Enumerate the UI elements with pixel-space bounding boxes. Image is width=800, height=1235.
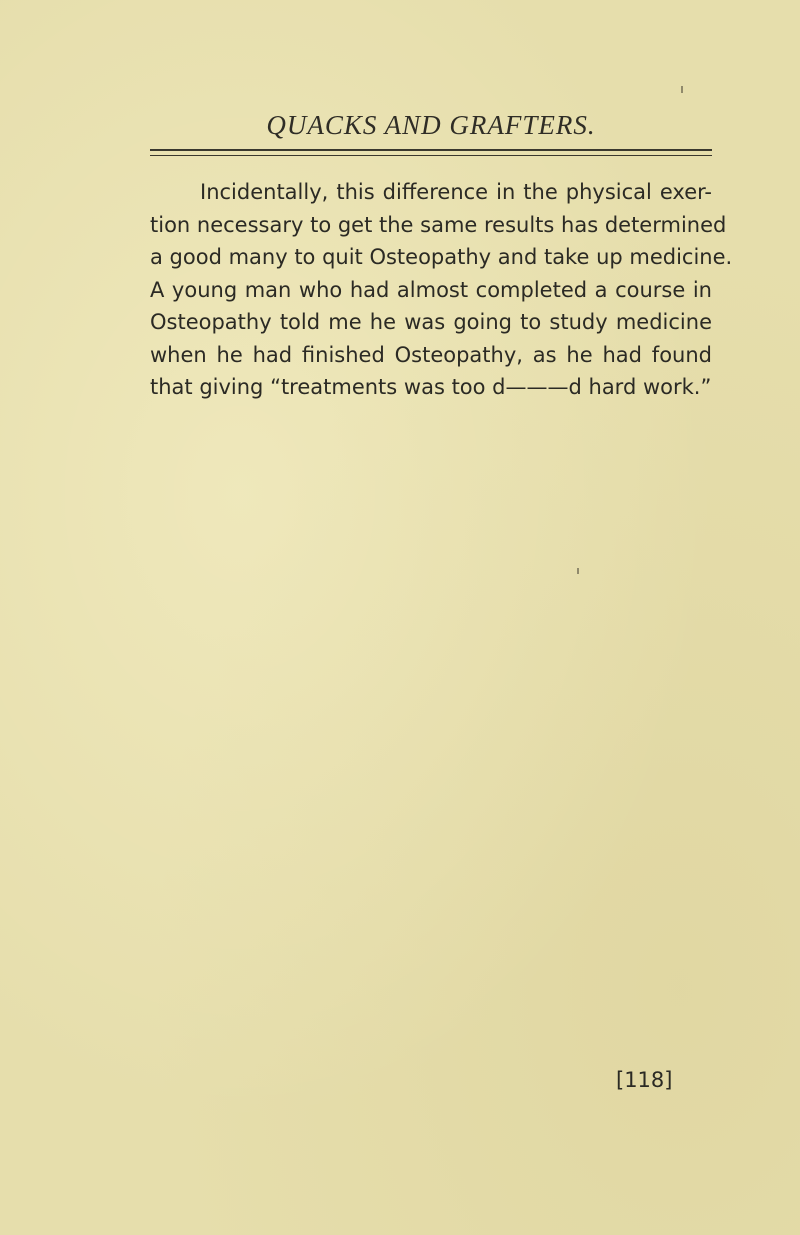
paragraph-line: a good many to quit Osteopathy and take up medicine. (150, 245, 733, 269)
running-head: QUACKS AND GRAFTERS. (266, 110, 596, 140)
paragraph-line: tion necessary to get the same results has determined (150, 212, 727, 237)
page-number: [118] (616, 1068, 673, 1092)
paragraph-line: Incidentally, this difference in the physical exer- (200, 180, 712, 204)
paragraph-line: Osteopathy told me he was going to study medicine (150, 310, 712, 334)
header-rule (150, 149, 712, 156)
paragraph-line: A young man who had almost completed a course in (150, 277, 712, 302)
ink-speck (681, 86, 683, 93)
paragraph-line: when he had finished Osteopathy, as he had found (150, 342, 712, 367)
ink-speck (577, 568, 579, 574)
body-paragraph (150, 176, 733, 404)
paragraph-line: that giving “treatments was too d———d hard work.” (150, 375, 712, 399)
